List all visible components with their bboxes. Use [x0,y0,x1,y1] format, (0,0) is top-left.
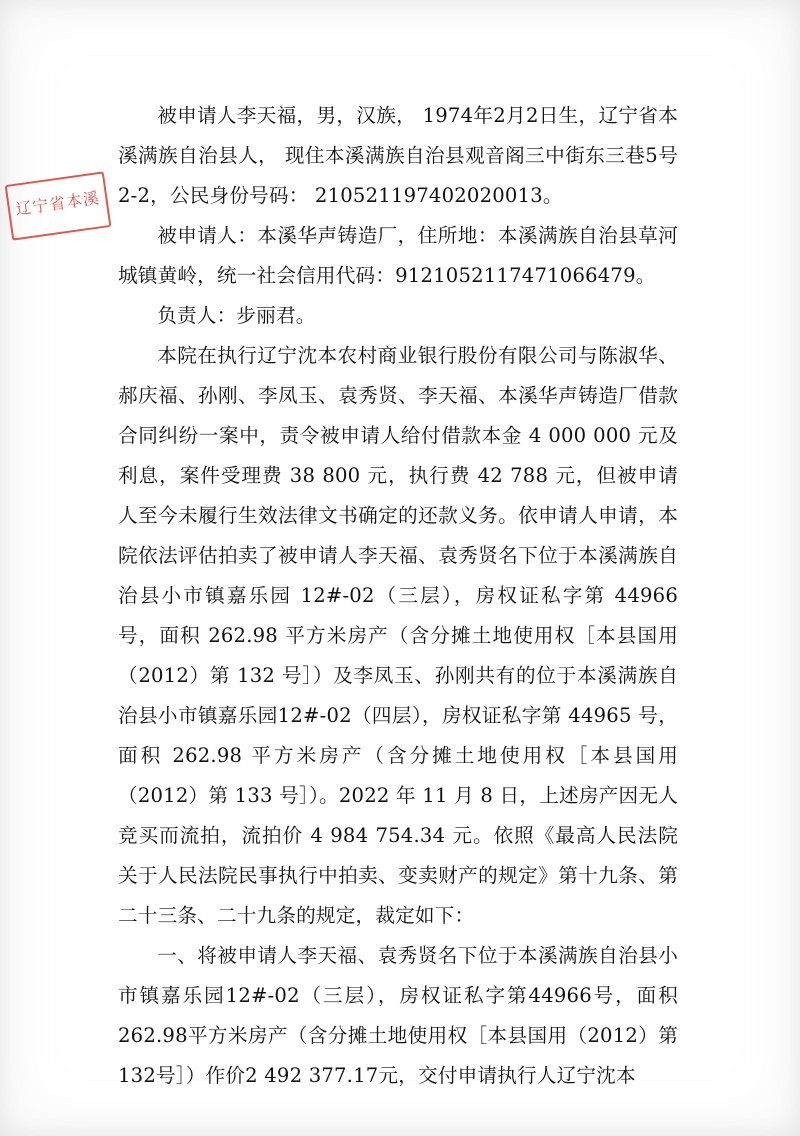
paragraph-respondent-company: 被申请人：本溪华声铸造厂，住所地：本溪满族自治县草河城镇黄岭，统一社会信用代码：9121052117471066479。 [118,224,678,287]
paragraph-respondent-person: 被申请人李天福，男，汉族， 1974年2月2日生，辽宁省本溪满族自治县人， 现住本溪满族自治县观音阁三中街东三巷5号2-2，公民身份号码： 210521197402020013。 [118,104,678,207]
paragraph-ruling-item-1: 一、将被申请人李天福、袁秀贤名下位于本溪满族自治县小市镇嘉乐园12#-02（三层），房权证私字第44966号，面积262.98平方米房产（含分摊土地使用权［本县国用（2012）第132号］）作价2 492 377.17元，交付申请执行人辽宁沈本 [118,944,678,1087]
red-seal-stamp [5,171,112,240]
red-seal-stamp-text: 辽宁省本溪 [14,188,102,219]
paragraph-case-body: 本院在执行辽宁沈本农村商业银行股份有限公司与陈淑华、郝庆福、孙刚、李凤玉、袁秀贤、李天福、本溪华声铸造厂借款合同纠纷一案中，责令被申请人给付借款本金 4 000 000 元及利息，案件受理费 38 800 元，执行费 42 788 元，但被申请人至今未履行生效法律文书确定的还款义务。依申请人申请，本院依法评估拍卖了被申请人李天福、袁秀贤名下位于本溪满族自治县小市镇嘉乐园 12#-02（三层），房权证私字第 44966 号，面积 262.98 平方米房产（含分摊土地使用权［本县国用（2012）第 132 号］）及李凤玉、孙刚共有的位于本溪满族自治县小市镇嘉乐园12#-02（四层），房权证私字第 44965 号，面积 262.98 平方米房产（含分摊土地使用权［本县国用（2012）第 133 号］）。2022 年 11 月 8 日，上述房产因无人竞买而流拍，流拍价 4 984 754.34 元。依照《最高人民法院关于人民法院民事执行中拍卖、变卖财产的规定》第十九条、第二十三条、二十九条的规定，裁定如下： [118,344,678,927]
document-text-body [118,96,678,1096]
paragraph-responsible-person: 负责人：步丽君。 [157,304,316,327]
